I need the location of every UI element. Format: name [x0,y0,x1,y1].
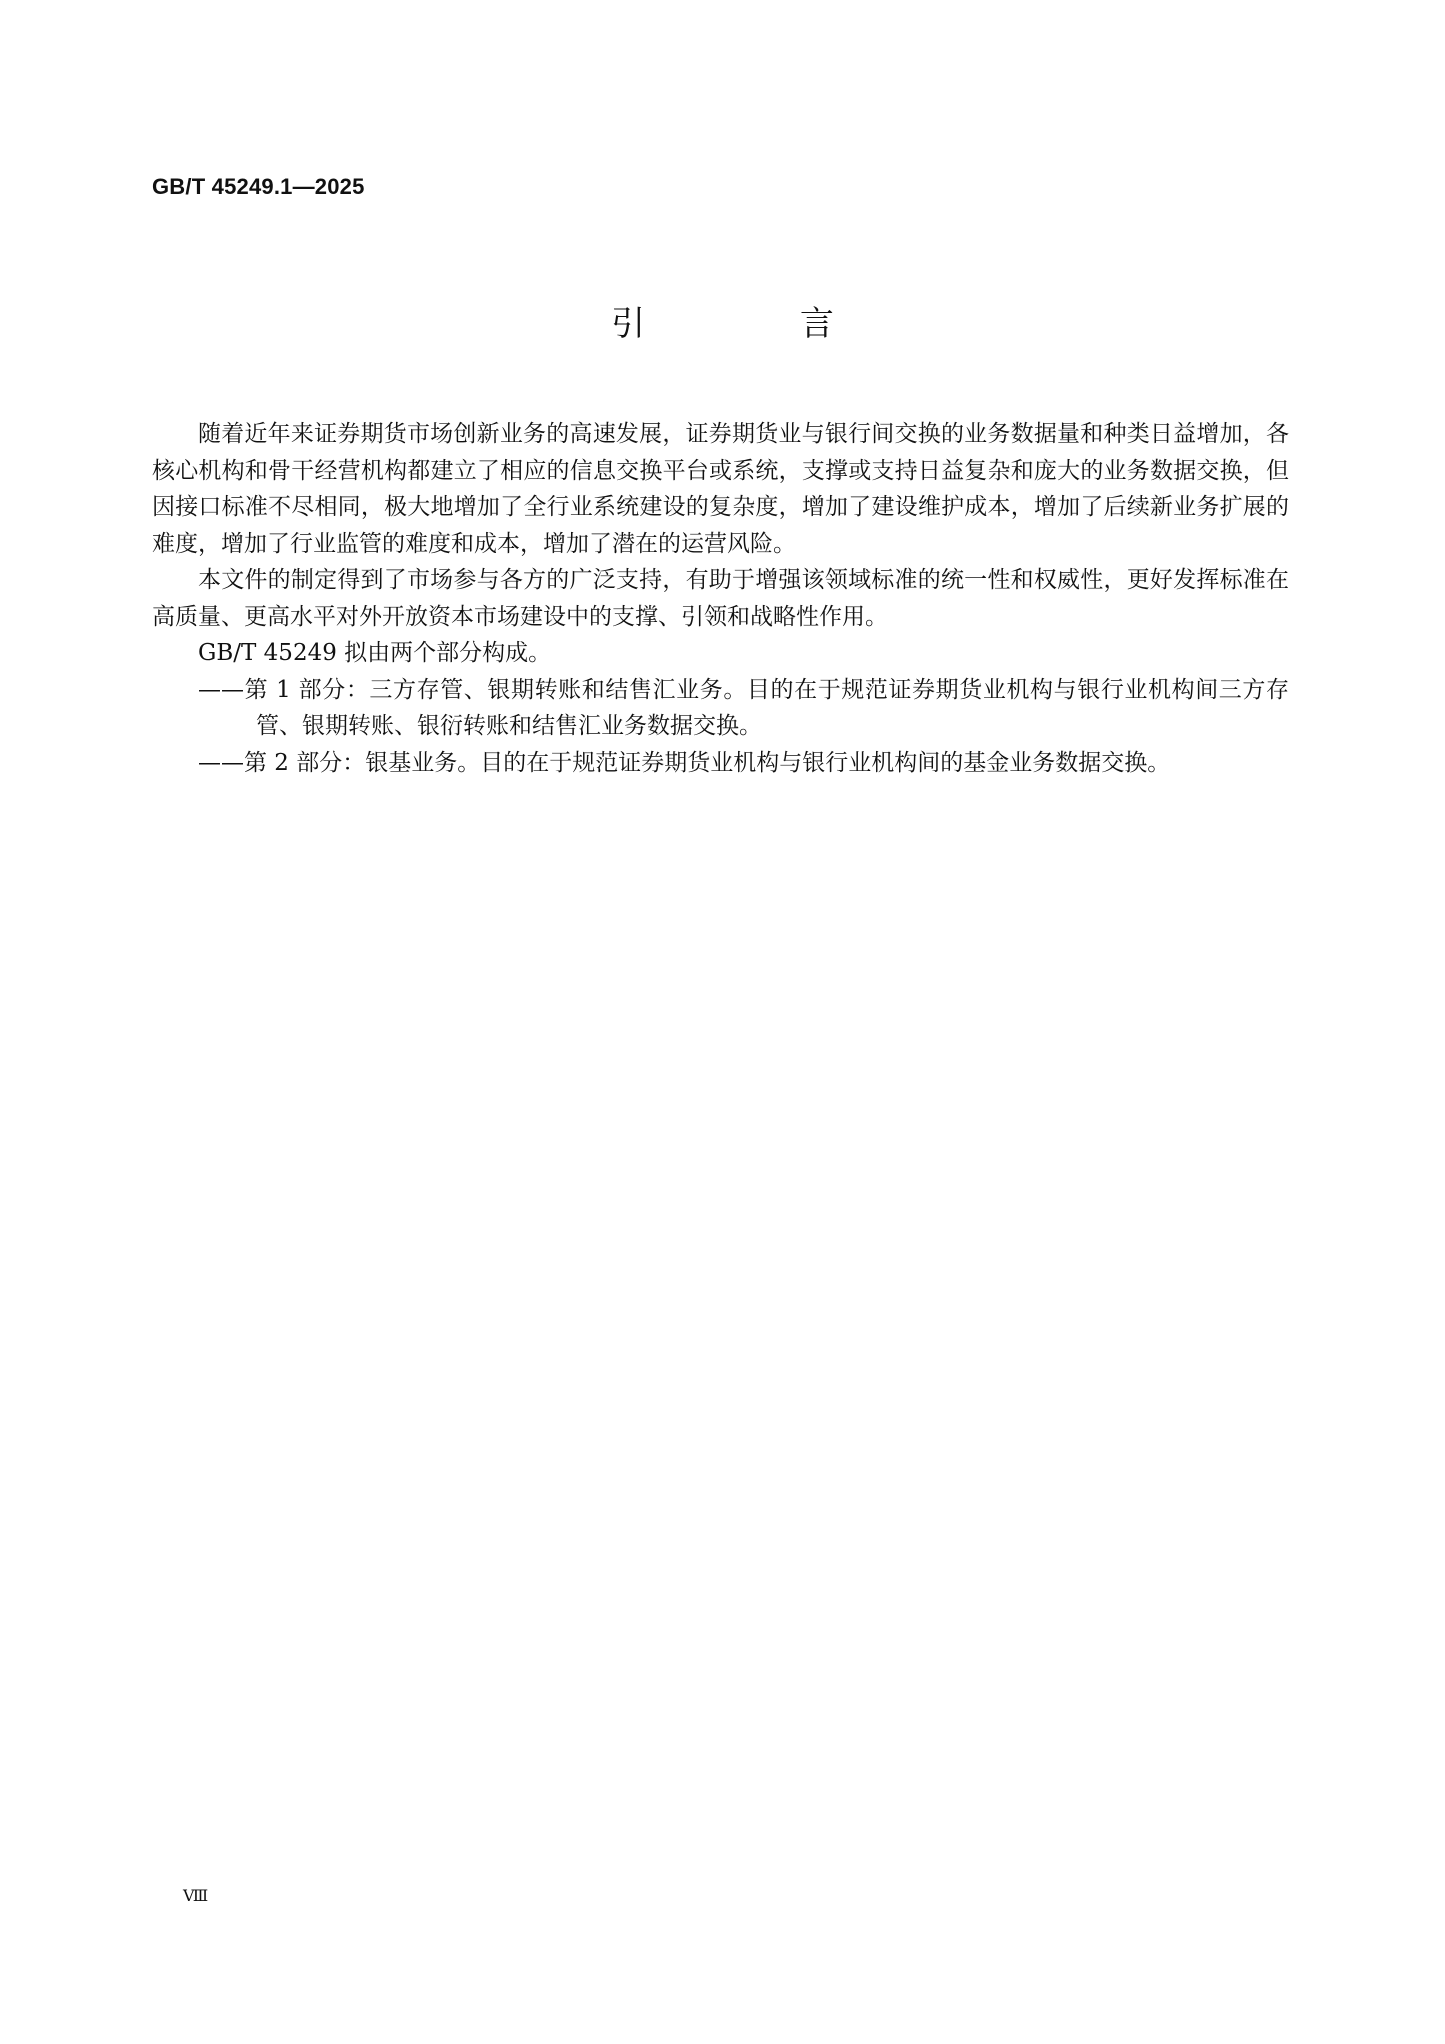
list-item-part-1: ——第 1 部分：三方存管、银期转账和结售汇业务。目的在于规范证券期货业机构与银行业机构间三方存管、银期转账、银衍转账和结售汇业务数据交换。 [198,676,1289,739]
list-item-part-2: ——第 2 部分：银基业务。目的在于规范证券期货业机构与银行业机构间的基金业务数据交换。 [198,749,1171,776]
section-title: 引 言 [611,304,906,344]
document-body [152,416,1289,781]
paragraph-background: 随着近年来证券期货市场创新业务的高速发展，证券期货业与银行间交换的业务数据量和种类日益增加，各核心机构和骨干经营机构都建立了相应的信息交换平台或系统，支撑或支持日益复杂和庞大的业务数据交换，但因接口标准不尽相同，极大地增加了全行业系统建设的复杂度，增加了建设维护成本，增加了后续新业务扩展的难度，增加了行业监管的难度和成本，增加了潜在的运营风险。 [152,421,1289,557]
document-code: GB/T 45249.1—2025 [152,174,365,199]
paragraph-structure: GB/T 45249 拟由两个部分构成。 [198,640,552,666]
paragraph-support: 本文件的制定得到了市场参与各方的广泛支持，有助于增强该领域标准的统一性和权威性，更好发挥标准在高质量、更高水平对外开放资本市场建设中的支撑、引领和战略性作用。 [152,567,1289,630]
page-number: Ⅷ [183,1886,208,1905]
